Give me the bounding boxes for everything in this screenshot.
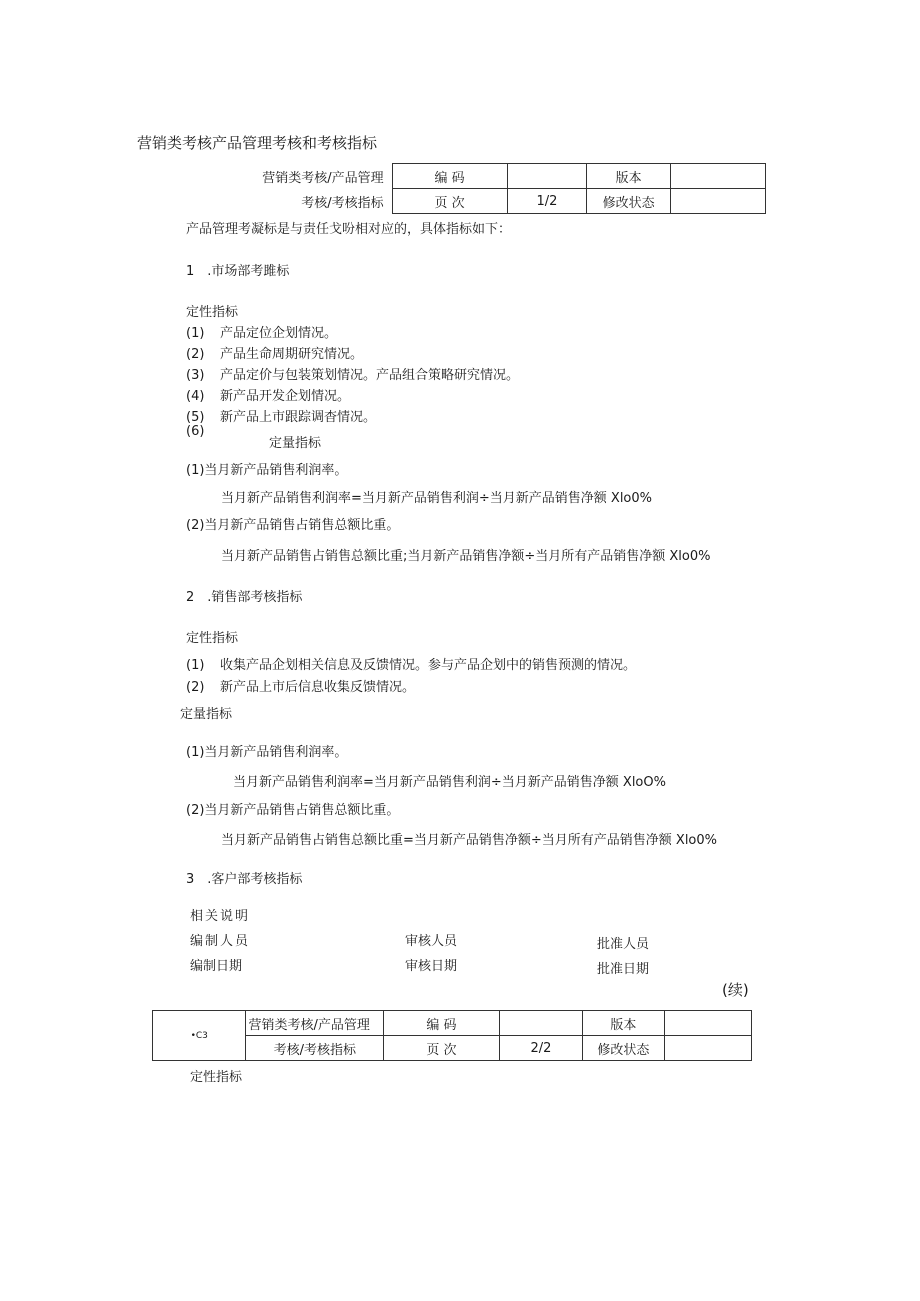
page2-qual-heading: 定性指标 bbox=[190, 1070, 243, 1085]
section2-heading: 2 .销售部考核指标 bbox=[186, 590, 303, 605]
header-category-line1: 营销类考核/产品管理 bbox=[262, 170, 384, 186]
list-item: (4) 新产品开发企划情况。 bbox=[186, 389, 351, 404]
header-category-line1: 营销类考核/产品管理 bbox=[246, 1011, 384, 1036]
code-value bbox=[507, 164, 587, 189]
code-label: 编 码 bbox=[384, 1011, 500, 1036]
section1-quant-item-2: (2)当月新产品销售占销售总额比重。 bbox=[186, 518, 400, 533]
list-item: (6) bbox=[186, 424, 205, 439]
list-item: (1) 收集产品企划相关信息及反馈情况。参与产品企划中的销售预测的情况。 bbox=[186, 658, 637, 673]
header-category-line2: 考核/考核指标 bbox=[301, 195, 384, 211]
version-value bbox=[670, 164, 765, 189]
intro-text: 产品管理考凝标是与责任戈吩相对应的，具体指标如下： bbox=[186, 222, 512, 237]
list-item: (2) 新产品上市后信息收集反馈情况。 bbox=[186, 680, 416, 695]
document-title: 营销类考核产品管理考核和考核指标 bbox=[137, 134, 378, 152]
section3-heading: 3 .客户部考核指标 bbox=[186, 872, 303, 887]
notes-heading: 相关说明 bbox=[190, 909, 251, 924]
header-table-2 bbox=[152, 1010, 752, 1061]
list-item: (2) 产品生命周期研究情况。 bbox=[186, 347, 364, 362]
status-label: 修改状态 bbox=[587, 189, 671, 214]
version-label: 版本 bbox=[587, 164, 671, 189]
list-item: (5) 新产品上市跟踪调杳情况。 bbox=[186, 410, 377, 425]
page-label: 页 次 bbox=[392, 189, 507, 214]
section1-formula-1: 当月新产品销售利润率=当月新产品销售利润÷当月新产品销售净额 Xlo0% bbox=[221, 491, 653, 506]
section1-quant-heading: 定量指标 bbox=[269, 436, 322, 451]
section2-quant-item-2: (2)当月新产品销售占销售总额比重。 bbox=[186, 803, 400, 818]
code-label: 编 码 bbox=[392, 164, 507, 189]
page-value: 1/2 bbox=[507, 189, 587, 214]
list-item: (3) 产品定价与包装策划情况。产品组合策略研究情况。 bbox=[186, 368, 520, 383]
page-value: 2/2 bbox=[499, 1036, 582, 1061]
list-item: (1) 产品定位企划情况。 bbox=[186, 326, 338, 341]
section2-quant-item-1: (1)当月新产品销售利润率。 bbox=[186, 745, 348, 760]
section1-quant-item-1: (1)当月新产品销售利润率。 bbox=[186, 463, 348, 478]
section1-qual-heading: 定性指标 bbox=[186, 305, 239, 320]
section2-formula-2: 当月新产品销售占销售总额比重=当月新产品销售净额÷当月所有产品销售净额 Xlo0% bbox=[221, 833, 718, 848]
version-value bbox=[664, 1011, 751, 1036]
section2-quant-heading: 定量指标 bbox=[180, 707, 233, 722]
section1-formula-2: 当月新产品销售占销售总额比重;当月新产品销售净额÷当月所有产品销售净额 Xlo0% bbox=[221, 549, 711, 564]
status-value bbox=[664, 1036, 751, 1061]
status-label: 修改状态 bbox=[583, 1036, 664, 1061]
reviewer-label: 审核人员 bbox=[405, 934, 458, 949]
section2-qual-heading: 定性指标 bbox=[186, 631, 239, 646]
header-table-1 bbox=[250, 163, 766, 214]
code-value bbox=[499, 1011, 582, 1036]
section2-formula-1: 当月新产品销售利润率=当月新产品销售利润÷当月新产品销售净额 XloO% bbox=[233, 775, 666, 790]
approver-label: 批准人员 bbox=[597, 937, 650, 952]
continued-label: (续) bbox=[722, 981, 749, 999]
header-category-line2: 考核/考核指标 bbox=[246, 1036, 384, 1061]
compile-date-label: 编制日期 bbox=[190, 959, 243, 974]
section1-heading: 1 .市场部考雎标 bbox=[186, 264, 290, 279]
logo-cell bbox=[153, 1011, 246, 1061]
page-label: 页 次 bbox=[384, 1036, 500, 1061]
status-value bbox=[670, 189, 765, 214]
company-logo: •C3 bbox=[190, 1030, 208, 1041]
version-label: 版本 bbox=[583, 1011, 664, 1036]
review-date-label: 审核日期 bbox=[405, 959, 458, 974]
approve-date-label: 批准日期 bbox=[597, 962, 650, 977]
compiler-label: 编制人员 bbox=[190, 934, 251, 949]
